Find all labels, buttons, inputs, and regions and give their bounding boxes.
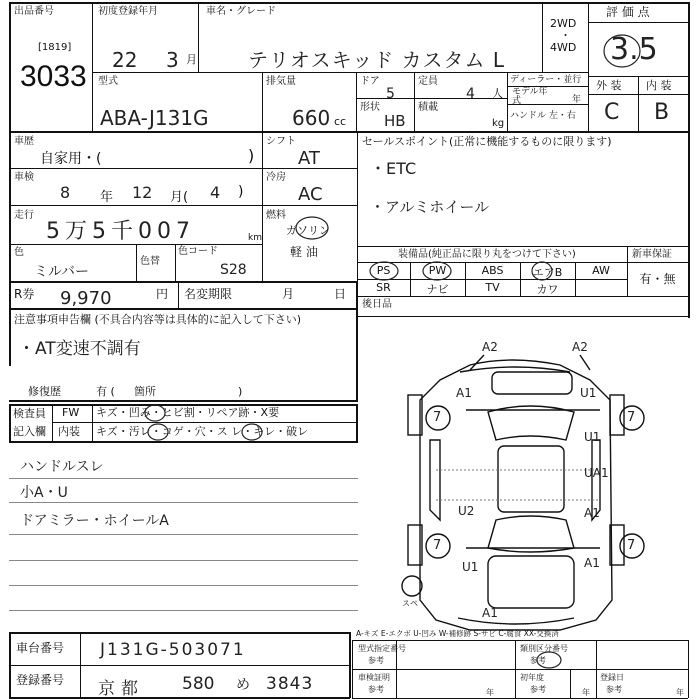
comment-1: ハンドルスレ xyxy=(20,459,104,475)
model-label: 型式 xyxy=(98,76,118,87)
era-unit-2: 年 xyxy=(582,688,590,697)
initial-label: 初年度 xyxy=(520,673,544,682)
class-label: 類別区分番号 xyxy=(520,644,568,653)
lot-sub: [1819] xyxy=(38,42,72,53)
shape-label: 形状 xyxy=(360,102,380,113)
fuel-diesel: 軽 油 xyxy=(290,245,318,259)
mark-a2-front-left: A2 xyxy=(482,340,498,354)
drive-4wd: 4WD xyxy=(550,41,577,54)
mark-7-fl: 7 xyxy=(433,410,442,425)
first-reg-label: 初度登録年月 xyxy=(98,6,158,17)
mark-a1-front: A1 xyxy=(456,386,472,400)
spare-label: スペ xyxy=(402,599,418,608)
mark-u1-front: U1 xyxy=(580,386,597,400)
regdate-label: 登録日 xyxy=(600,673,624,682)
initial-sub: 参考 xyxy=(530,685,546,694)
recycle-value: 9,970 xyxy=(60,288,112,309)
interior-label: 内 装 xyxy=(646,79,672,92)
inspection-month: 12 xyxy=(132,183,153,202)
warranty-label: 新車保証 xyxy=(632,249,672,260)
color-code-label: 色コード xyxy=(178,246,218,257)
fw-label: FW xyxy=(62,406,80,419)
mark-a1-rear: A1 xyxy=(584,556,600,570)
capacity-value: 4 xyxy=(466,86,475,102)
registration-label: 登録番号 xyxy=(16,673,65,687)
sales-point-2: ・アルミホイール xyxy=(370,198,490,216)
fw-items: キズ・凹み・ヒビ割・リペア跡・X要 xyxy=(96,406,280,419)
color-code-value: S28 xyxy=(220,262,247,278)
first-reg-year: 22 xyxy=(112,48,138,72)
capacity-unit: 人 xyxy=(492,87,503,100)
warranty-value: 有・無 xyxy=(639,272,676,286)
load-label: 積載 xyxy=(418,102,438,113)
color-change-label: 色替 xyxy=(140,256,160,267)
era-unit-3: 年 xyxy=(676,688,684,697)
model-year-label: モデル年式 xyxy=(512,87,548,106)
first-reg-month: 3 xyxy=(166,48,179,72)
car-name: テリオスキッド カスタム L xyxy=(248,48,506,72)
equip-pw: PW xyxy=(428,264,447,277)
kg-unit: kg xyxy=(492,118,505,129)
registration-kana: め xyxy=(236,677,250,693)
equip-tv: TV xyxy=(485,281,500,294)
notes-label: 注意事項申告欄 (不具合内容等は具体的に記入して下さい) xyxy=(14,313,302,326)
mark-a1-bumper: A1 xyxy=(482,606,498,620)
inspection-year-unit: 年 xyxy=(100,190,114,205)
regdate-sub: 参考 xyxy=(606,685,622,694)
interior-check-items: キズ・汚レ・コゲ・穴・ス レ・キレ・破レ xyxy=(96,425,309,438)
name-label: 車名・グレード xyxy=(206,6,276,17)
equip-navi: ナビ xyxy=(426,283,449,296)
registration-number: 3843 xyxy=(266,674,314,694)
ac-value: AC xyxy=(298,184,323,205)
mileage-value: 5万5千007 xyxy=(46,219,195,244)
fuel-gasoline: ガソリン xyxy=(286,224,330,237)
chassis-number: J131G-503071 xyxy=(100,640,246,660)
equip-aw: AW xyxy=(592,264,610,277)
inspection-label: 車検 xyxy=(14,172,34,183)
shape-value: HB xyxy=(384,112,406,130)
shift-value: AT xyxy=(298,148,320,169)
sales-point-1: ・ETC xyxy=(370,159,417,178)
shift-label: シフト xyxy=(266,136,296,147)
score-value: 3.5 xyxy=(610,32,658,67)
color-value: ミルバー xyxy=(34,264,90,280)
mark-u1-rear: U1 xyxy=(462,560,479,574)
repair-value: 有 ( xyxy=(96,385,115,398)
month-unit: 月 xyxy=(186,53,197,66)
exterior-label: 外 装 xyxy=(596,79,622,92)
equipment-label: 装備品(純正品に限り丸をつけて下さい) xyxy=(398,249,576,260)
drive-2wd: 2WD xyxy=(550,17,577,30)
capacity-label: 定員 xyxy=(418,76,438,87)
lot-number: 3033 xyxy=(20,60,87,93)
lot-label: 出品番号 xyxy=(14,6,54,17)
history-close: ) xyxy=(248,146,255,165)
inspector-label-1: 検査員 xyxy=(13,407,46,420)
interior-check-label: 内装 xyxy=(58,425,80,438)
mark-a2-front-right: A2 xyxy=(572,340,588,354)
year-unit: 年 xyxy=(572,95,582,105)
fuel-label: 燃料 xyxy=(266,210,286,221)
name-change-day: 日 xyxy=(334,287,347,301)
class-sub: 参考 xyxy=(530,656,546,665)
repair-close: ) xyxy=(238,385,243,398)
handle-label: ハンドル 左・右 xyxy=(510,111,576,121)
equip-abs: ABS xyxy=(481,264,504,277)
model-value: ABA-J131G xyxy=(100,106,209,130)
mileage-label: 走行 xyxy=(14,210,34,221)
chassis-label: 車台番号 xyxy=(16,641,65,655)
exterior-grade: C xyxy=(604,100,620,125)
doors-value: 5 xyxy=(386,86,395,102)
mark-7-rr: 7 xyxy=(627,538,636,553)
name-change-month: 月 xyxy=(282,287,295,301)
designation-sub: 参考 xyxy=(368,656,384,665)
interior-grade: B xyxy=(654,100,670,125)
km-unit: km xyxy=(248,233,262,243)
registration-city: 京都 xyxy=(98,679,144,699)
recycle-label: R券 xyxy=(14,287,35,301)
inspection-year: 8 xyxy=(60,183,71,202)
mark-u1-door: U1 xyxy=(584,430,601,444)
inspection-close: ) xyxy=(238,184,244,200)
displacement-label: 排気量 xyxy=(266,76,296,87)
history-value: 自家用・( xyxy=(40,151,102,167)
cert-sub: 参考 xyxy=(368,685,384,694)
dealer-label: ディーラー・並行 xyxy=(510,75,582,85)
inspection-month-unit: 月( xyxy=(170,190,189,205)
history-label: 車歴 xyxy=(14,136,34,147)
repair-label: 修復歴 xyxy=(28,385,61,398)
mark-7-fr: 7 xyxy=(627,410,636,425)
era-unit-1: 年 xyxy=(486,688,494,697)
equip-airbag: エアB xyxy=(532,266,563,279)
mark-ua1: UA1 xyxy=(584,466,609,480)
repair-parts: 箇所 xyxy=(134,385,156,398)
yen-unit: 円 xyxy=(156,287,169,301)
doors-label: ドア xyxy=(360,76,380,87)
ac-label: 冷房 xyxy=(266,172,286,183)
later-items-label: 後日品 xyxy=(362,299,392,310)
color-label: 色 xyxy=(14,247,24,258)
cert-label: 車検証明 xyxy=(358,673,390,682)
designation-label: 型式指定番号 xyxy=(358,644,406,653)
damage-legend: A-キズ E-エクボ U-凹み W-補修跡 S-サビ C-腐食 XX-交換済 xyxy=(356,629,559,638)
notes-value: ・AT変速不調有 xyxy=(18,339,141,359)
sales-point-label: セールスポイント(正常に機能するものに限ります) xyxy=(362,135,612,148)
score-label: 評 価 点 xyxy=(606,5,650,19)
cc-unit: cc xyxy=(334,115,347,128)
comment-2: 小A・U xyxy=(20,485,68,501)
registration-class: 580 xyxy=(182,674,215,694)
equip-sr: SR xyxy=(376,281,391,294)
mark-u2: U2 xyxy=(458,504,475,518)
inspector-label-2: 記入欄 xyxy=(13,425,46,438)
drive-dot: ・ xyxy=(560,29,571,42)
equip-leather: カワ xyxy=(536,283,559,296)
comment-3: ドアミラー・ホイールA xyxy=(20,513,169,529)
mark-a1-rear-door: A1 xyxy=(584,506,600,520)
inspection-day: 4 xyxy=(210,183,221,202)
mark-7-rl: 7 xyxy=(433,538,442,553)
displacement-value: 660 xyxy=(292,106,331,130)
equip-ps: PS xyxy=(376,264,391,277)
name-change-label: 名変期限 xyxy=(184,287,233,301)
